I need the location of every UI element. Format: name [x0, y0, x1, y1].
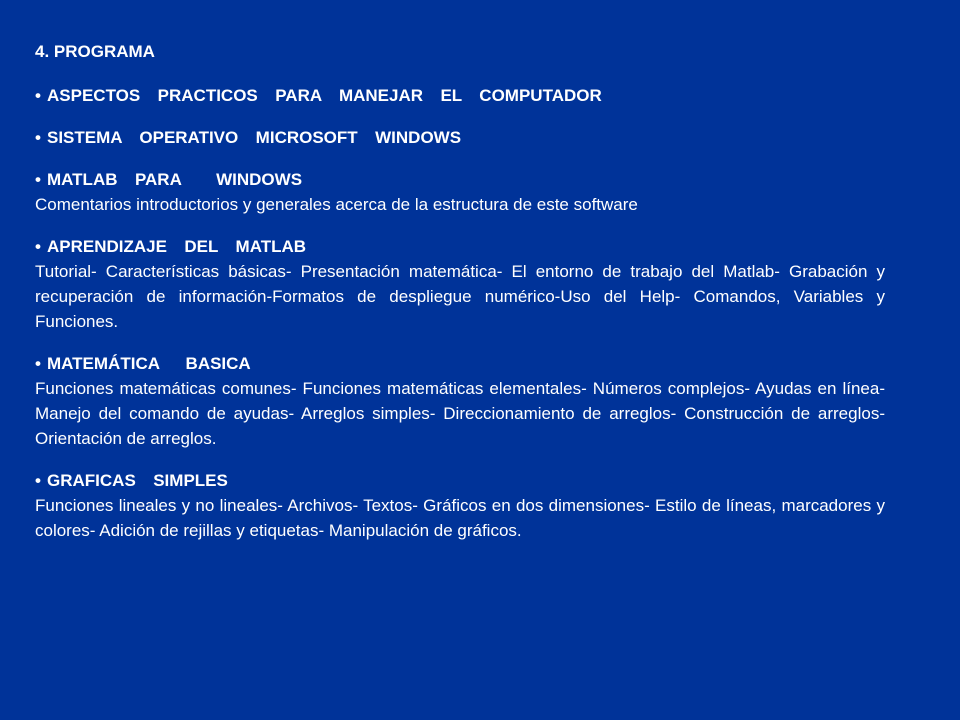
bullet-icon: •: [35, 86, 41, 105]
section-body: Funciones matemáticas comunes- Funciones matemáticas elementales- Números complejos- Ayudas en línea- Manejo del comando de ayudas- Arreglos simples- Direccionamiento de arreglos- Construcción de arreglos- Orientación de arreglos.: [35, 379, 885, 448]
section-aspectos-practicos: [35, 84, 885, 108]
section-heading: [35, 235, 885, 259]
section-sistema-operativo: [35, 126, 885, 150]
page-title: 4. PROGRAMA: [35, 42, 155, 61]
section-heading: [35, 126, 885, 150]
section-heading: [35, 352, 885, 376]
section-heading-text: MATLAB PARA WINDOWS: [47, 170, 303, 189]
section-graficas-simples: [35, 469, 885, 543]
section-heading-text: MATEMÁTICA BASICA: [47, 354, 251, 373]
section-heading: [35, 168, 885, 192]
section-heading-text: GRAFICAS SIMPLES: [47, 471, 228, 490]
bullet-icon: •: [35, 170, 41, 189]
bullet-icon: •: [35, 128, 41, 147]
section-heading-text: ASPECTOS PRACTICOS PARA MANEJAR EL COMPUTADOR: [47, 86, 602, 105]
section-body: Funciones lineales y no lineales- Archivos- Textos- Gráficos en dos dimensiones- Estilo de líneas, marcadores y colores- Adición de rejillas y etiquetas- Manipulación de gráficos.: [35, 496, 885, 540]
bullet-icon: •: [35, 471, 41, 490]
section-aprendizaje-matlab: [35, 235, 885, 334]
section-matlab-windows: [35, 168, 885, 217]
bullet-icon: •: [35, 237, 41, 256]
section-heading-text: APRENDIZAJE DEL MATLAB: [47, 237, 307, 256]
section-heading-text: SISTEMA OPERATIVO MICROSOFT WINDOWS: [47, 128, 462, 147]
section-heading: [35, 469, 885, 493]
section-heading: [35, 84, 885, 108]
section-body: Comentarios introductorios y generales acerca de la estructura de este software: [35, 195, 638, 214]
bullet-icon: •: [35, 354, 41, 373]
section-body: Tutorial- Características básicas- Presentación matemática- El entorno de trabajo del Matlab- Grabación y recuperación de información-Formatos de despliegue numérico-Uso del Help- Comandos, Variables y Funciones.: [35, 262, 885, 331]
section-matematica-basica: [35, 352, 885, 451]
